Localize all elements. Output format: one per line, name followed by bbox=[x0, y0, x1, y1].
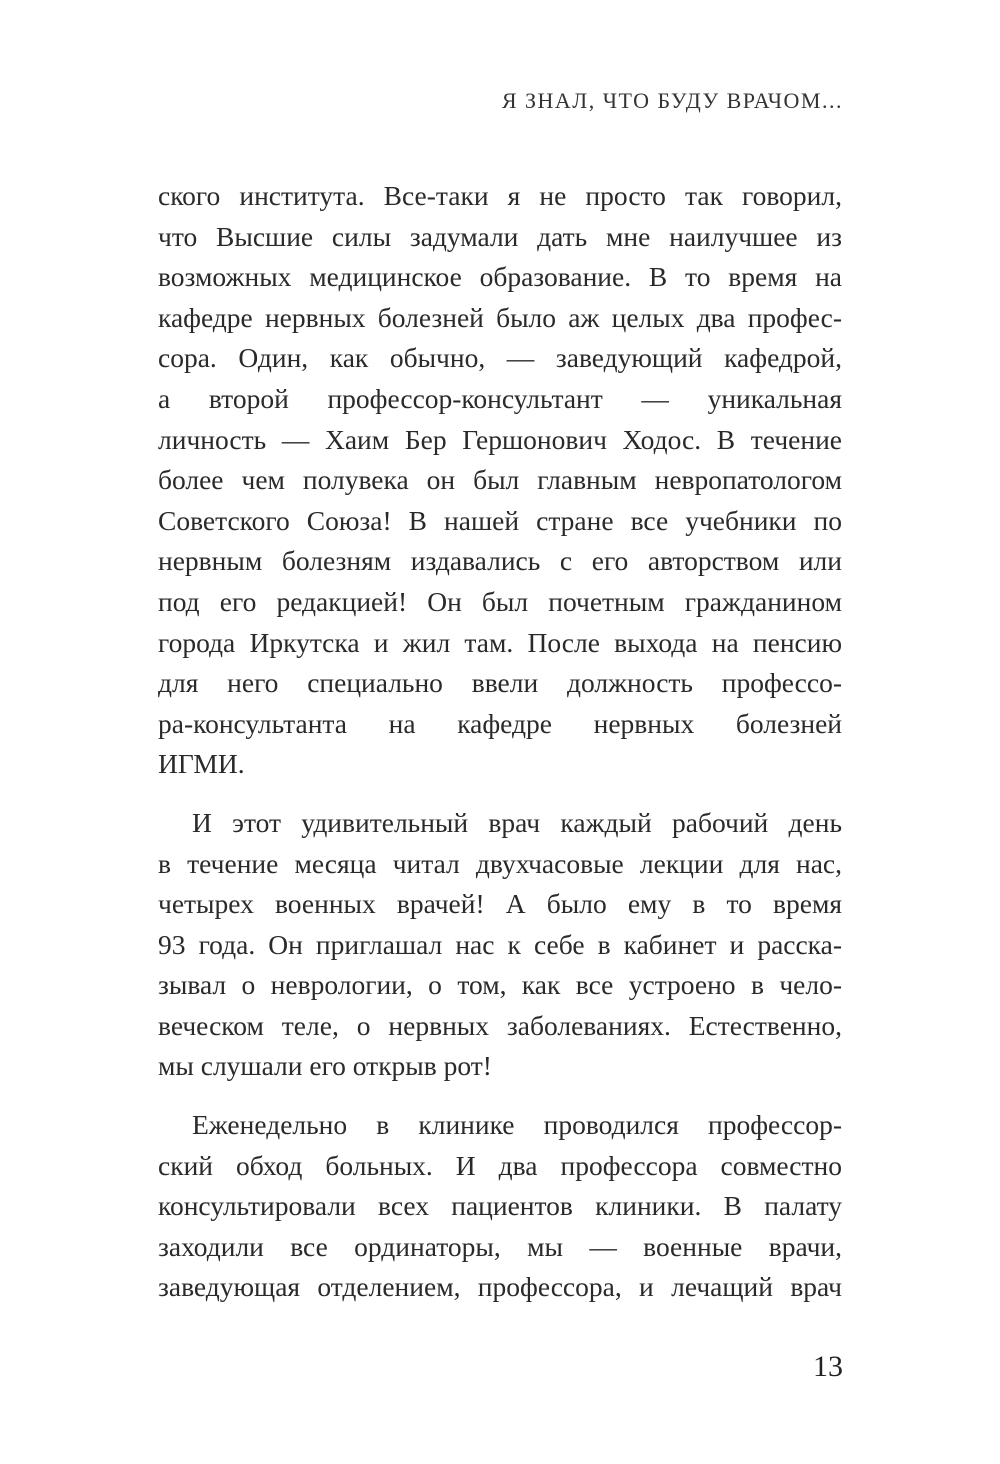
text-line: а второй профессор-консультант — уникальная bbox=[158, 382, 842, 414]
paragraph bbox=[158, 1105, 842, 1308]
text-line: что Высшие силы задумали дать мне наилучшее из bbox=[158, 220, 842, 252]
text-line: под его редакцией! Он был почетным гражданином bbox=[158, 585, 842, 617]
paragraph bbox=[158, 803, 842, 1087]
text-line: Советского Союза! В нашей стране все учебники по bbox=[158, 504, 842, 536]
text-line: возможных медицинское образование. В то время на bbox=[158, 261, 842, 293]
text-line: кафедре нервных болезней было аж целых два профес- bbox=[158, 301, 842, 333]
text-line: сора. Один, как обычно, — заведующий кафедрой, bbox=[158, 342, 842, 374]
text-line: города Иркутска и жил там. После выхода на пенсию bbox=[158, 626, 842, 658]
text-line: четырех военных врачей! А было ему в то время bbox=[158, 888, 842, 920]
text-line: ИГМИ. bbox=[158, 748, 245, 780]
text-line: заведующая отделением, профессора, и лечащий врач bbox=[158, 1271, 842, 1303]
text-line: ский обход больных. И два профессора совместно bbox=[158, 1149, 842, 1181]
paragraph-gap bbox=[158, 1087, 842, 1105]
text-line: нервным болезням издавались с его авторством или bbox=[158, 545, 842, 577]
body-text bbox=[158, 176, 842, 1308]
running-head: Я ЗНАЛ, ЧТО БУДУ ВРАЧОМ... bbox=[501, 88, 843, 113]
text-line: веческом теле, о нервных заболеваниях. Естественно, bbox=[158, 1009, 842, 1041]
text-line: личность — Хаим Бер Гершонович Ходос. В течение bbox=[158, 423, 842, 455]
paragraph-gap bbox=[158, 785, 842, 803]
text-line: 93 года. Он приглашал нас к себе в кабинет и расска- bbox=[158, 928, 842, 960]
text-line: консультировали всех пациентов клиники. В палату bbox=[158, 1190, 842, 1222]
paragraph bbox=[158, 176, 842, 785]
text-line: заходили все ординаторы, мы — военные врачи, bbox=[158, 1230, 842, 1262]
page-number: 13 bbox=[813, 1350, 843, 1383]
text-line: в течение месяца читал двухчасовые лекции для нас, bbox=[158, 847, 842, 879]
text-line: ра-консультанта на кафедре нервных болезней bbox=[158, 707, 842, 739]
text-line: И этот удивительный врач каждый рабочий день bbox=[192, 806, 842, 838]
text-line: зывал о неврологии, о том, как все устроено в чело- bbox=[158, 969, 842, 1001]
text-line: Еженедельно в клинике проводился профессор- bbox=[192, 1109, 842, 1141]
text-line: для него специально ввели должность профессо- bbox=[158, 667, 842, 699]
text-line: мы слушали его открыв рот! bbox=[158, 1050, 492, 1082]
text-line: более чем полувека он был главным невропатологом bbox=[158, 464, 842, 496]
text-line: ского института. Все-таки я не просто так говорил, bbox=[158, 180, 842, 211]
